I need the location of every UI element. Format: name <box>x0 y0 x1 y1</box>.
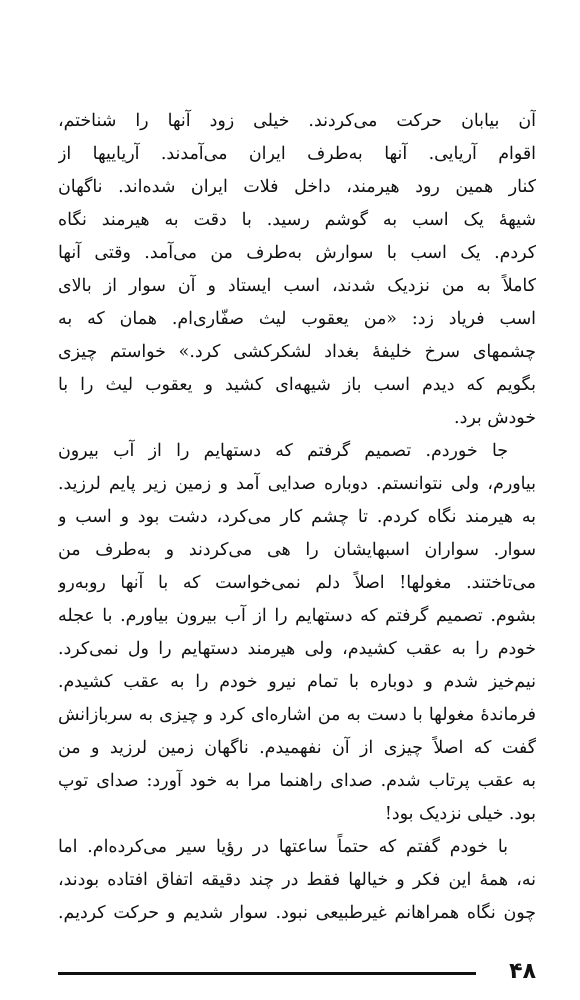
text-line: نیم‌خیز شدم و دوباره با تمام نیرو خودم را به عقب کشیدم. <box>58 672 536 692</box>
text-line: چشمهای سرخ خلیفۀ بغداد لشکرکشی کرد.» خواستم چیزی <box>58 342 536 362</box>
text-line: آن بیابان حرکت می‌کردند. خیلی زود آنها را شناختم، <box>58 111 536 131</box>
text-line: کاملاً به من نزدیک شدند، اسب ایستاد و آن سوار از بالای <box>58 276 536 296</box>
text-line: به عقب پرتاب شدم. صدای راهنما مرا به خود آورد: صدای توپ <box>58 771 536 791</box>
text-line: اقوام آریایی. آنها به‌طرف ایران می‌آمدند. آریاییها از <box>58 144 536 164</box>
text-line: فرماندۀ مغولها با دست به من اشاره‌ای کرد و چیزی به سربازانش <box>58 705 536 725</box>
text-line: بیاورم، ولی نتوانستم. دوباره صدایی آمد و زمین زیر پایم لرزید. <box>58 474 536 494</box>
page-number: ۴۸ <box>509 959 536 984</box>
text-line: جا خوردم. تصمیم گرفتم که دستهایم را از آب بیرون <box>58 441 508 461</box>
footer-rule <box>58 972 476 975</box>
text-line: به هیرمند نگاه کردم. تا چشم کار می‌کرد، دشت بود و اسب و <box>58 507 536 527</box>
text-line: بشوم. تصمیم گرفتم که دستهایم را از آب بیرون بیاورم. با عجله <box>58 606 536 626</box>
text-line: با خودم گفتم که حتماً ساعتها در رؤیا سیر می‌کرده‌ام. اما <box>58 837 508 857</box>
body-text <box>58 105 536 930</box>
text-line: خودم را به عقب کشیدم، ولی هیرمند دستهایم را ول نمی‌کرد. <box>58 639 536 659</box>
text-line: بگویم که دیدم اسب باز شیهه‌ای کشید و یعقوب لیث را با <box>58 375 536 395</box>
text-line: می‌تاختند. مغولها! اصلاً دلم نمی‌خواست که با آنها روبه‌رو <box>58 573 536 593</box>
page-footer <box>58 958 536 988</box>
text-line: گفت که اصلاً چیزی از آن نفهمیدم. ناگهان زمین لرزید و من <box>58 738 536 758</box>
text-line: کردم. یک اسب با سوارش به‌طرف من می‌آمد. وقتی آنها <box>58 243 536 263</box>
text-line: بود. خیلی نزدیک بود! <box>384 804 536 824</box>
text-line: نه، همۀ این فکر و خیالها فقط در چند دقیقه اتفاق افتاده بودند، <box>58 870 536 890</box>
text-line: سوار. سواران اسبهایشان را هی می‌کردند و به‌طرف من <box>58 540 536 560</box>
text-line: کنار همین رود هیرمند، داخل فلات ایران شده‌اند. ناگهان <box>58 177 536 197</box>
text-line: اسب فریاد زد: «من یعقوب لیث صفّاری‌ام. همان که به <box>58 309 536 329</box>
text-line: شیهۀ یک اسب به گوشم رسید. با دقت به هیرمند نگاه <box>58 210 536 230</box>
text-line: چون نگاه همراهانم غیرطبیعی نبود. سوار شدیم و حرکت کردیم. <box>58 903 536 923</box>
text-line: خودش برد. <box>454 408 536 428</box>
